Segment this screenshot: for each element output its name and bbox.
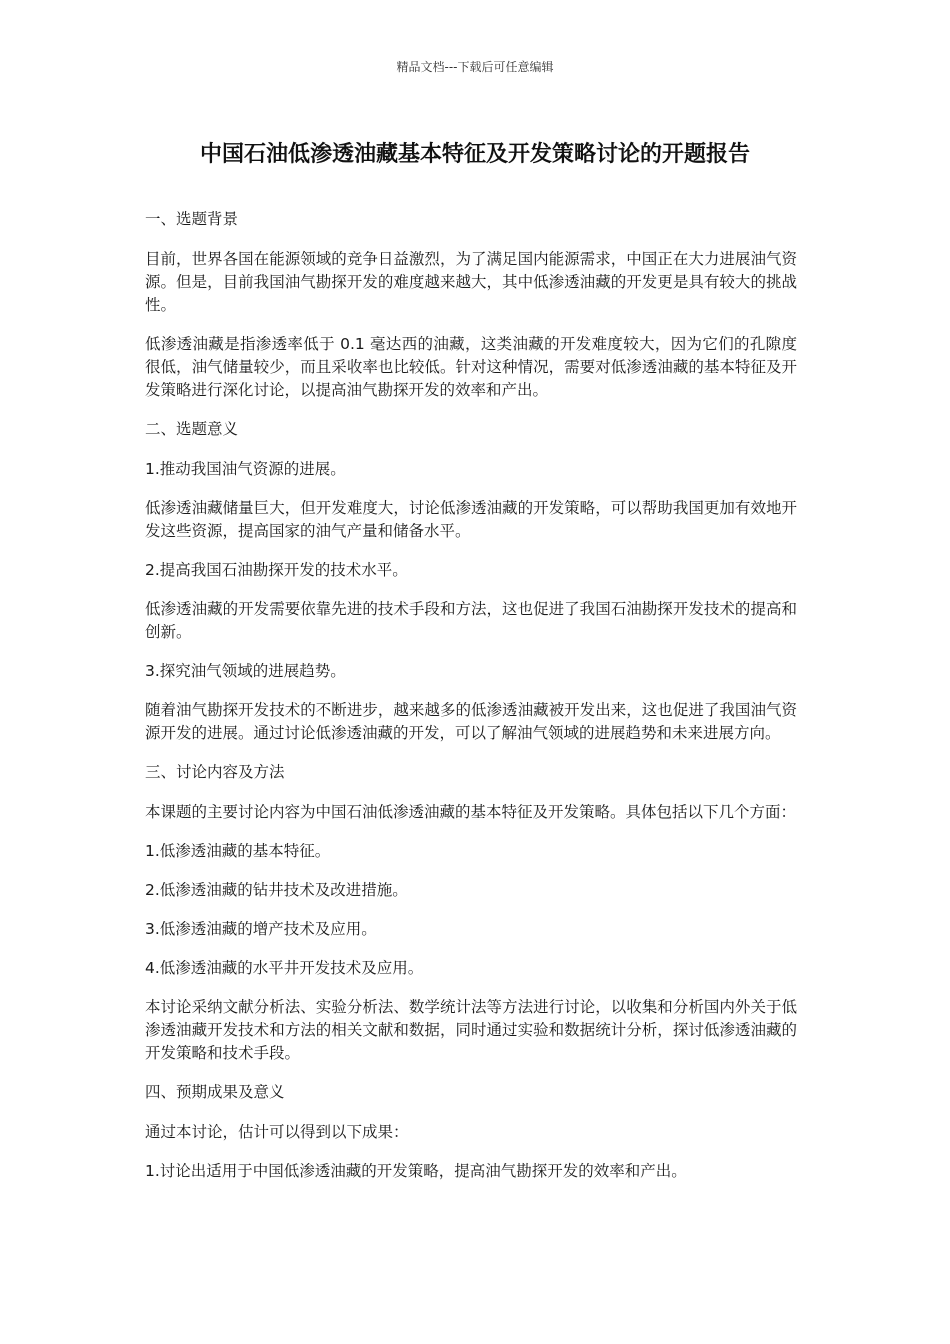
body-paragraph: 2.低渗透油藏的钻井技术及改进措施。 — [145, 881, 408, 899]
body-paragraph: 3.探究油气领域的进展趋势。 — [145, 662, 346, 680]
page-header-note: 精品文档---下载后可任意编辑 — [396, 60, 554, 74]
section-heading: 一、选题背景 — [145, 210, 239, 228]
body-paragraph: 4.低渗透油藏的水平井开发技术及应用。 — [145, 959, 424, 977]
document-body — [145, 208, 797, 1199]
body-paragraph: 低渗透油藏的开发需要依靠先进的技术手段和方法，这也促进了我国石油勘探开发技术的提高和创新。 — [145, 600, 797, 641]
body-paragraph: 3.低渗透油藏的增产技术及应用。 — [145, 920, 377, 938]
section-heading: 四、预期成果及意义 — [145, 1083, 285, 1101]
body-paragraph: 通过本讨论，估计可以得到以下成果： — [145, 1123, 409, 1141]
section-heading: 二、选题意义 — [145, 420, 239, 438]
body-paragraph: 1.讨论出适用于中国低渗透油藏的开发策略，提高油气勘探开发的效率和产出。 — [145, 1162, 687, 1180]
body-paragraph: 低渗透油藏是指渗透率低于 0.1 毫达西的油藏，这类油藏的开发难度较大，因为它们的孔隙度很低，油气储量较少，而且采收率也比较低。针对这种情况，需要对低渗透油藏的基本特征及开发策略进行深化讨论，以提高油气勘探开发的效率和产出。 — [145, 335, 797, 399]
section-heading: 三、讨论内容及方法 — [145, 763, 285, 781]
body-paragraph: 2.提高我国石油勘探开发的技术水平。 — [145, 561, 408, 579]
body-paragraph: 本课题的主要讨论内容为中国石油低渗透油藏的基本特征及开发策略。具体包括以下几个方面： — [145, 803, 797, 821]
body-paragraph: 随着油气勘探开发技术的不断进步，越来越多的低渗透油藏被开发出来，这也促进了我国油气资源开发的进展。通过讨论低渗透油藏的开发，可以了解油气领域的进展趋势和未来进展方向。 — [145, 701, 797, 742]
document-title: 中国石油低渗透油藏基本特征及开发策略讨论的开题报告 — [199, 142, 750, 167]
body-paragraph: 1.推动我国油气资源的进展。 — [145, 460, 346, 478]
body-paragraph: 本讨论采纳文献分析法、实验分析法、数学统计法等方法进行讨论，以收集和分析国内外关于低渗透油藏开发技术和方法的相关文献和数据，同时通过实验和数据统计分析，探讨低渗透油藏的开发策略和技术手段。 — [145, 998, 797, 1062]
body-paragraph: 低渗透油藏储量巨大，但开发难度大，讨论低渗透油藏的开发策略，可以帮助我国更加有效地开发这些资源，提高国家的油气产量和储备水平。 — [145, 499, 797, 540]
body-paragraph: 目前，世界各国在能源领域的竞争日益激烈，为了满足国内能源需求，中国正在大力进展油气资源。但是，目前我国油气勘探开发的难度越来越大，其中低渗透油藏的开发更是具有较大的挑战性。 — [145, 250, 797, 314]
body-paragraph: 1.低渗透油藏的基本特征。 — [145, 842, 331, 860]
